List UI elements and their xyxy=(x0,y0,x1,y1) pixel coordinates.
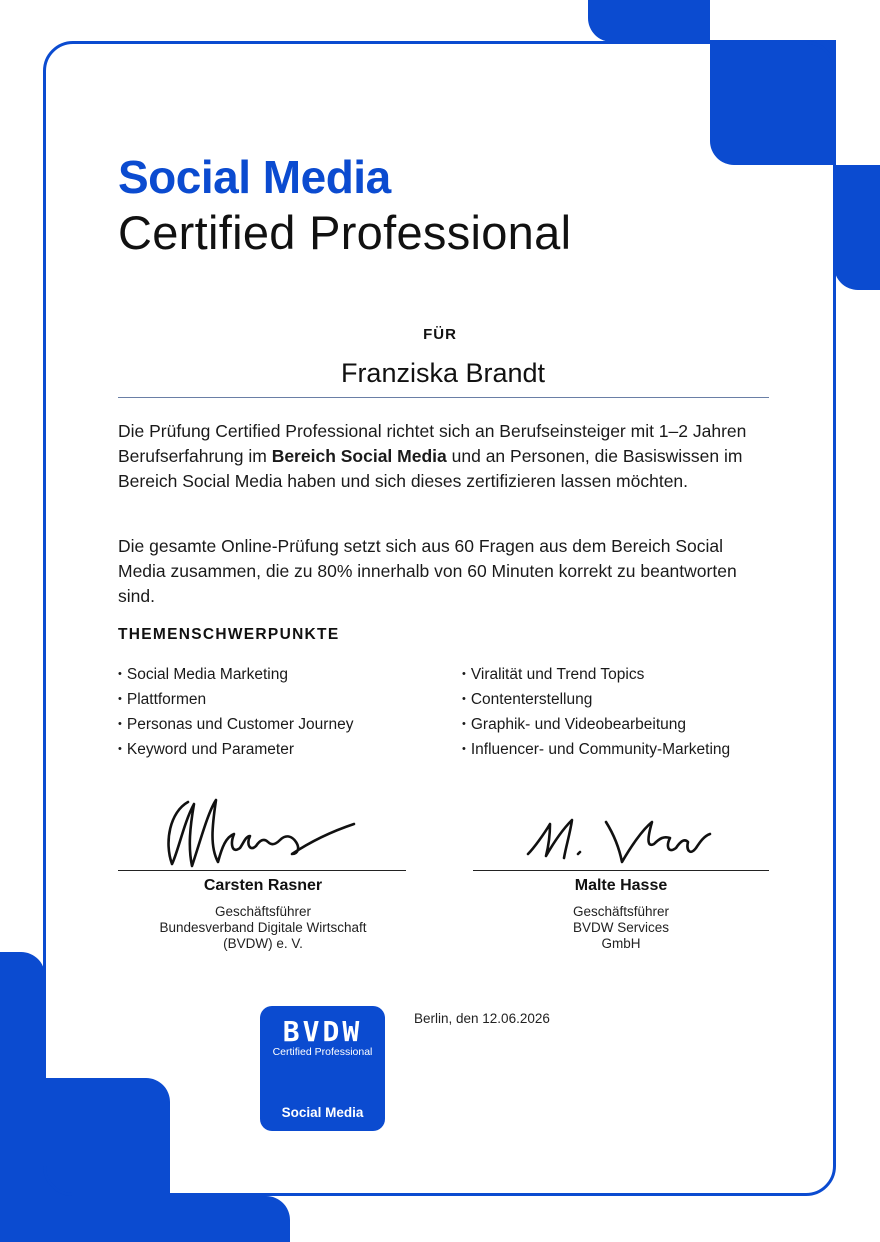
topic-item: • Keyword und Parameter xyxy=(118,737,353,762)
badge-subtitle: Certified Professional xyxy=(272,1046,373,1058)
signatory-role-line: BVDW Services xyxy=(572,920,670,935)
signatory-role-line: Geschäftsführer xyxy=(214,904,312,919)
description-paragraph-2: Die gesamte Online-Prüfung setzt sich aus 60 Fragen aus dem Bereich Social Media zusammen, die zu 80% innerhalb von 60 Minuten korrekt zu beantworten sind. xyxy=(118,536,737,606)
topics-heading: THEMENSCHWERPUNKTE xyxy=(118,626,340,643)
topic-item: • Plattformen xyxy=(118,687,353,712)
signature-malte-hasse xyxy=(520,808,720,872)
signatory-role-line: Geschäftsführer xyxy=(572,904,670,919)
bvdw-certification-badge xyxy=(260,1006,385,1131)
topic-item: • Personas und Customer Journey xyxy=(118,712,353,737)
signature-line-left xyxy=(118,870,406,871)
badge-topic: Social Media xyxy=(281,1105,364,1120)
place-and-date: Berlin, den 12.06.2026 xyxy=(414,1011,550,1026)
signatory-role-line: Bundesverband Digitale Wirtschaft xyxy=(159,920,367,935)
topics-list-left xyxy=(118,662,353,762)
description-p1-text-b: und an Personen, die Basiswissen im Bereich Social Media haben und sich dieses zertifizieren lassen möchten. xyxy=(118,446,743,491)
topics-list-right xyxy=(462,662,730,762)
signature-line-right xyxy=(473,870,769,871)
topic-item: • Viralität und Trend Topics xyxy=(462,662,730,687)
description-p1-text-a: Die Prüfung Certified Professional richtet sich an Berufseinsteiger mit 1–2 Jahren Berufserfahrung im xyxy=(118,421,747,466)
recipient-name: Franziska Brandt xyxy=(340,358,546,388)
signatory-role-line: GmbH xyxy=(601,936,641,951)
topic-item: • Social Media Marketing xyxy=(118,662,353,687)
certificate-title-accent: Social Media xyxy=(118,151,391,203)
certificate-title: Certified Professional xyxy=(118,206,572,259)
signatory-name-right: Malte Hasse xyxy=(574,877,668,894)
signatory-role-left xyxy=(118,904,408,952)
description-p1-bold: Bereich Social Media xyxy=(271,446,447,466)
signature-carsten-rasner xyxy=(160,792,360,872)
description-paragraph-1 xyxy=(118,419,768,494)
signatory-name-left: Carsten Rasner xyxy=(203,877,323,894)
topic-item: • Graphik- und Videobearbeitung xyxy=(462,712,730,737)
for-label: FÜR xyxy=(423,326,457,343)
topic-item: • Contenterstellung xyxy=(462,687,730,712)
signatory-role-right xyxy=(473,904,769,952)
bvdw-logo: BVDW xyxy=(282,1015,363,1048)
signatory-role-line: (BVDW) e. V. xyxy=(223,936,303,951)
topic-item: • Influencer- und Community-Marketing xyxy=(462,737,730,762)
recipient-underline xyxy=(118,397,769,398)
